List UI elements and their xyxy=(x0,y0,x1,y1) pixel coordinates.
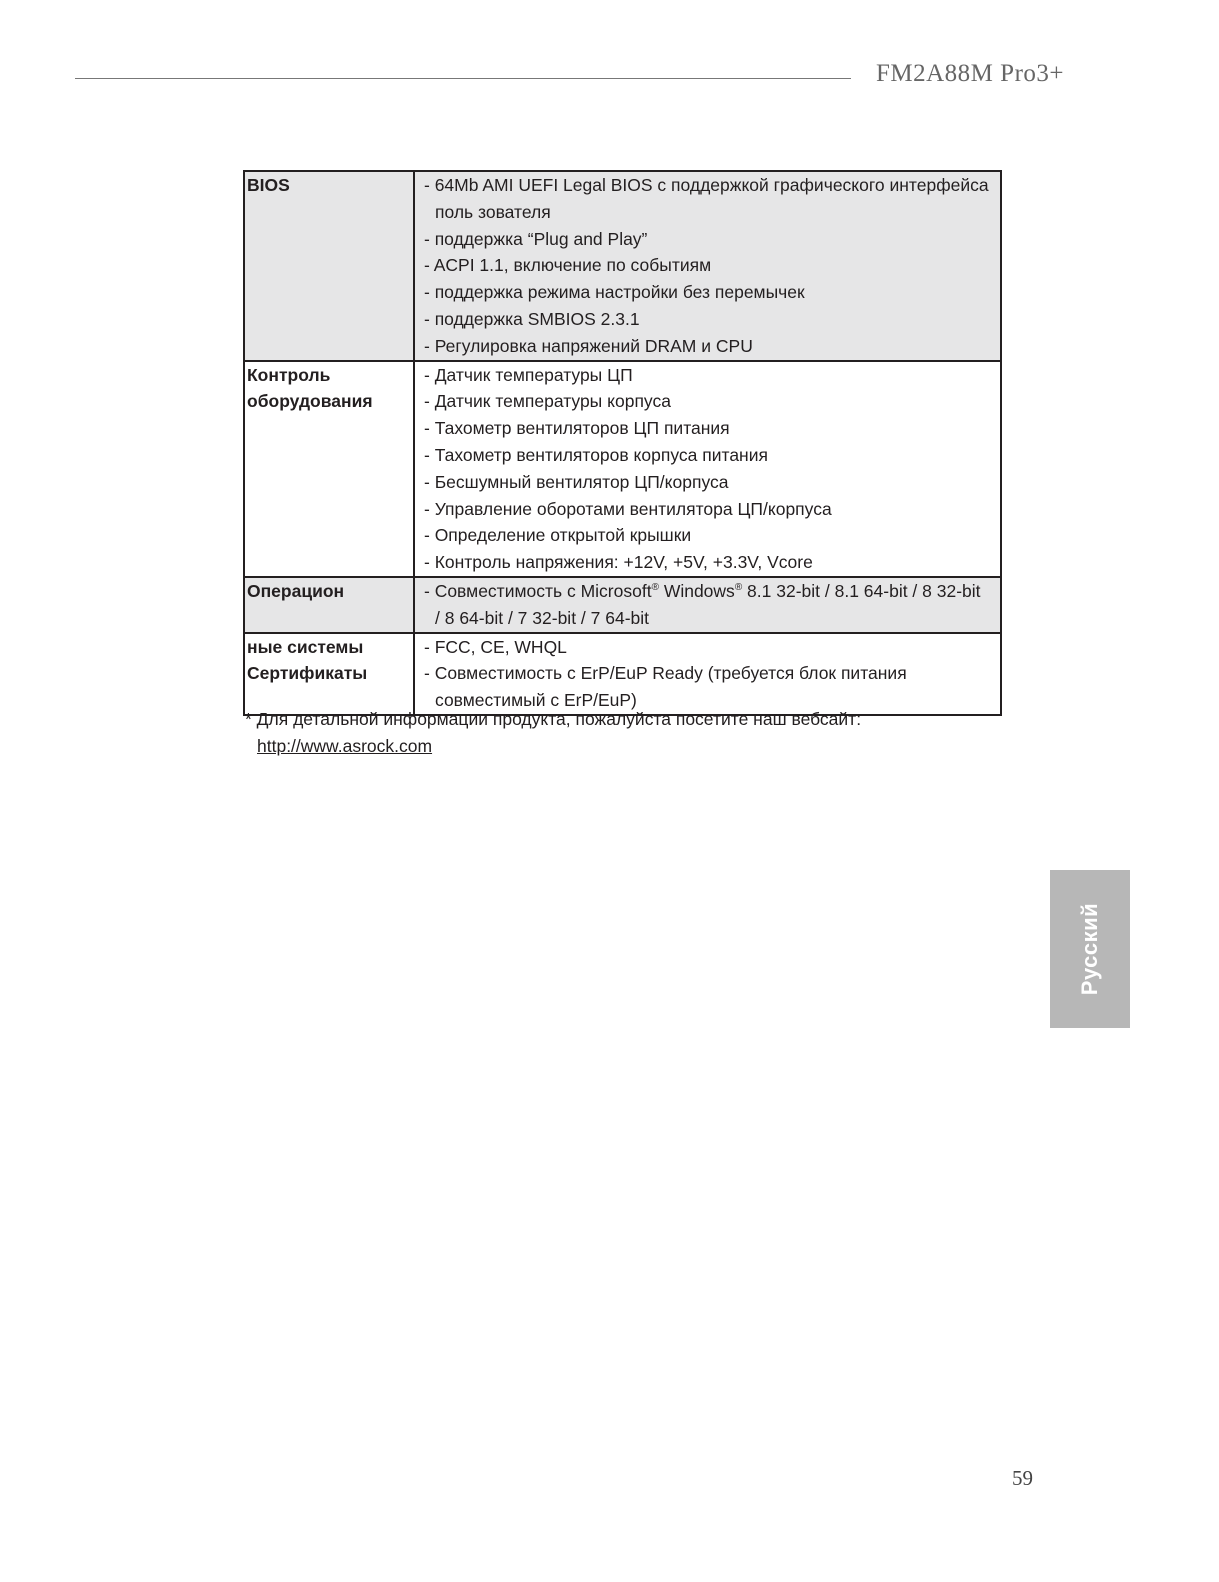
spec-label-line: оборудования xyxy=(247,391,373,412)
spec-row xyxy=(245,172,1000,360)
spec-items xyxy=(415,172,1000,360)
spec-line: совместимый с ErP/EuP) xyxy=(435,690,637,711)
spec-line-part: - Совместимость с Microsoft xyxy=(424,580,652,601)
footnote xyxy=(245,706,861,760)
header-rule xyxy=(75,78,851,79)
spec-line: - Определение открытой крышки xyxy=(424,525,692,546)
spec-items xyxy=(415,634,1000,714)
spec-label-line: Операцион xyxy=(247,580,345,601)
spec-line-part: 8.1 32-bit / 8.1 64-bit / 8 32-bit xyxy=(742,580,981,601)
language-tab xyxy=(1050,870,1130,1028)
spec-line: - Датчик температуры ЦП xyxy=(424,364,633,385)
spec-items xyxy=(415,362,1000,576)
spec-label-line: Контроль xyxy=(247,364,331,385)
spec-line: - Тахометр вентиляторов корпуса питания xyxy=(424,444,768,465)
registered-mark: ® xyxy=(651,581,659,593)
spec-line: - Совместимость с ErP/EuP Ready (требуется блок питания xyxy=(424,663,907,684)
website-link[interactable]: http://www.asrock.com xyxy=(257,736,433,756)
spec-row xyxy=(245,632,1000,714)
spec-table xyxy=(243,170,1002,716)
page-number: 59 xyxy=(1012,1466,1033,1490)
spec-label-line: Сертификаты xyxy=(247,663,368,684)
spec-line: - 64Mb AMI UEFI Legal BIOS с поддержкой графического интерфейса xyxy=(424,175,989,195)
registered-mark: ® xyxy=(734,581,743,593)
spec-label xyxy=(245,578,415,632)
spec-line: - ACPI 1.1, включение по событиям xyxy=(424,255,712,276)
spec-label xyxy=(245,172,415,360)
spec-line: - Тахометр вентиляторов ЦП питания xyxy=(424,418,730,439)
spec-line: - Датчик температуры корпуса xyxy=(424,391,671,412)
spec-label xyxy=(245,362,415,576)
spec-line-part: Windows xyxy=(658,580,735,601)
spec-line: - Контроль напряжения: +12V, +5V, +3.3V, Vcore xyxy=(424,552,813,573)
spec-line xyxy=(424,578,1000,605)
spec-line: - поддержка режима настройки без перемычек xyxy=(424,282,805,303)
spec-label-line: BIOS xyxy=(247,175,290,195)
spec-label xyxy=(245,634,415,714)
spec-line: - FCC, CE, WHQL xyxy=(424,636,567,657)
footnote-text: * Для детальной информации продукта, пожалуйста посетите наш вебсайт: xyxy=(245,709,862,729)
model-title: FM2A88M Pro3+ xyxy=(876,60,1064,87)
language-tab-label: Русский xyxy=(1077,902,1102,996)
spec-line: - Регулировка напряжений DRAM и CPU xyxy=(424,335,753,356)
spec-row xyxy=(245,576,1000,632)
spec-row xyxy=(245,360,1000,576)
spec-label-line: ные системы xyxy=(247,636,364,657)
spec-line: поль зователя xyxy=(435,201,551,222)
spec-line: - Бесшумный вентилятор ЦП/корпуса xyxy=(424,471,729,492)
spec-line: - поддержка “Plug and Play” xyxy=(424,228,648,249)
spec-line: - поддержка SMBIOS 2.3.1 xyxy=(424,308,640,329)
spec-line: / 8 64-bit / 7 32-bit / 7 64-bit xyxy=(435,607,650,628)
spec-items xyxy=(415,578,1000,632)
spec-line: - Управление оборотами вентилятора ЦП/корпуса xyxy=(424,498,832,519)
